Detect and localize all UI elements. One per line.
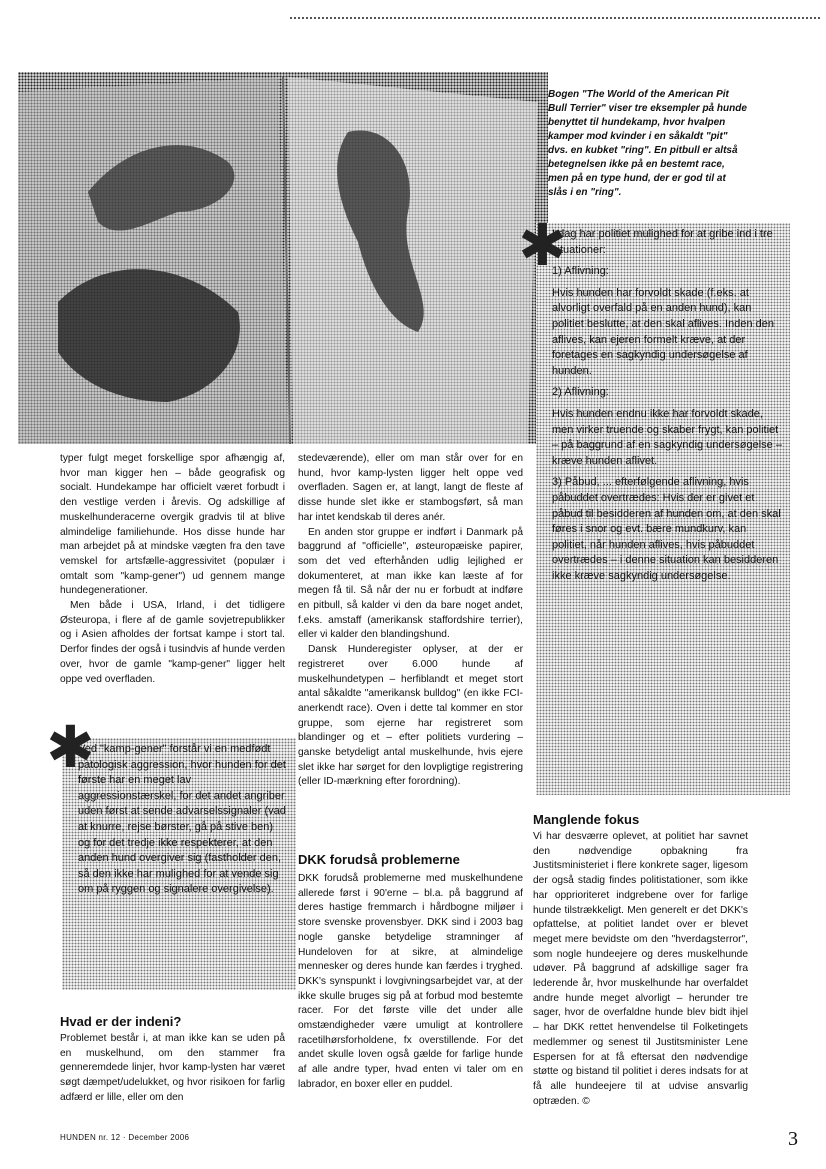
book-photo: [18, 72, 548, 444]
heading-dkk-forudsaa: DKK forudså problemerne: [298, 852, 460, 867]
infobox-item2-title: 2) Aflivning:: [552, 386, 609, 399]
aflivning-infobox: [536, 223, 790, 795]
paragraph: Problemet består i, at man ikke kan se uden på en muskelhund, om den stammer fra genneremdede linjer, hvor kamp-lysten har været søgt dæmpet/udelukket, og hvor risikoen for farlig adfærd er lille, eller om den: [60, 1033, 285, 1103]
footer-issue: HUNDEN nr. 12 · December 2006: [60, 1133, 190, 1142]
column-1: [60, 452, 285, 687]
paragraph: stedeværende), eller om man står over for en hund, hvor kamp-lysten ligger helt oppe ved overfladen. Sagen er, at langt, langt de fleste af disse hunde slet ikke er stambogsført, så man har intet kendskab til deres anér.: [298, 453, 523, 523]
paragraph: Dansk Hunderegister oplyser, at der er registreret over 6.000 hunde af muskelhundetypen – herfiblandt et meget stort antal såkaldte "amerikansk bulldog" (en ikke FCI-anerkendt race). Oven i dette tal kommer en stor gruppe, som ejerne har registreret som blandinger og et – efter politiets vurdering – ganske betydeligt antal muskelhunde, hvis ejere slet ikke har sørget for den lovpligtige registrering (eller ID-mærkning efter forordning).: [298, 644, 523, 788]
infobox-item1-text: Hvis hunden har forvoldt skade (f.eks. at alvorligt overfald på en anden hund), kan politiet beslutte, at den skal aflives. Inden den aflives, kan ejeren formelt kræve, at der foretages en sagkyndig undersøgelse af hunden.: [552, 286, 774, 377]
photo-caption: Bogen "The World of the American Pit Bull Terrier" viser tre eksempler på hunde benyttet til hundekamp, hvor hvalpen kamper mod kvinder i en såkaldt "pit" dvs. en kubket "ring". En pitbull er altså betegnelsen ikke på en bestemt race, men på en type hund, der er god til at slås i en "ring".: [548, 89, 747, 198]
infobox-item2-text: Hvis hunden endnu ikke har forvoldt skade, men virker truende og skaber frygt, kan politiet – på baggrund af en sagkyndig undersøgelse – kræve hunden aflivet.: [552, 407, 782, 467]
heading-manglende-fokus: Manglende fokus: [533, 812, 640, 827]
infobox-item3-text: 3) Påbud, ... efterfølgende aflivning, hvis påbuddet overtrædes: Hvis der er givet et påbud til besidderen af hunden om, at den skal føres i snor og evt. bære mundkurv, kan politiet, når hunden aflives, hvis påbuddet overtrædes – i denne situation kan besidderen ikke kræve sagkyndig undersøgelse.: [552, 476, 781, 582]
heading-hvad-er-der-indeni: Hvad er der indeni?: [60, 1014, 182, 1029]
kamp-gener-infobox: [62, 738, 296, 990]
infobox-item1-title: 1) Aflivning:: [552, 265, 609, 278]
paragraph: En anden stor gruppe er indført i Danmark på baggrund af "officielle", østeuropæiske papirer, som det ved efterhånden udlig lejlighed er dokumenteret, at man ikke kan læste af for megen få til. Så når der nu er forbudt at indføre en pitbull, så kalder vi den da bare noget andet, f.eks. amstaff (amerikansk staffordshire terrier), eller vi kalder den blandingshund.: [298, 526, 523, 641]
infobox-text: Ved "kamp-gener" forstår vi en medfødt patologisk aggression, hvor hunden for det første har en meget lav aggressionstærskel, for det andet angriber uden først at sende advarselssignaler (vad at knurre, rejse børster, gå på stive ben) og for det tredje ikke respekterer, at den anden hund overgiver sig (fastholder den, så den ikke har mulighed for at vende sig om på ryggen og signalere overgivelse).: [78, 743, 286, 896]
dog-illustration: [18, 72, 548, 444]
paragraph: Vi har desværre oplevet, at politiet har savnet den nødvendige opbakning fra Justitsministeriet i flere konkrete sager, ligesom der også stadig findes politistationer, som ikke har opprioriteret indgrebene over for farlige hunde tilstrækkeligt. Men generelt er det DKK's opfattelse, at politiet landet over er blevet meget mere bevidste om den "hverdagsterror", som nogle hundeejere og deres muskelhunde udøver. På baggrund af adskillige sager fra lederende år, hvor muskelhunde har overfaldet andre hunde meget alvorligt – herunder tre sager, hvor de overfaldne hunde blev bidt ihjel – har DKK rettet henvendelse til Folketingets medlemmer og senest til Justitsminister Lene Espersen for at få eftersat den nødvendige støtte og bistand til politiet i deres indsats for at få alle hundeejere til at udvise ansvarlig optræden. ©: [533, 831, 748, 1107]
asterisk-icon: ✱: [46, 713, 95, 781]
infobox-intro: I dag har politiet mulighed for at gribe ind i tre situationer:: [552, 228, 773, 256]
paragraph: DKK forudså problemerne med muskelhundene allerede først i 90'erne – bl.a. på baggrund af deres hastige fremmarch i hårdbogne miljøer i store svenske provensbyer. DKK sind i 2003 bag nogle ganske betydelige stramninger af Hundeloven for at sikre, at almindelige mennesker og deres hunde kan færdes i tryghed. DKK's synspunkt i lovgivningsarbejdet var, at der ikke skulle bruges sig på at forbud mod bestemte racer. For det første ville det under alle omstændigheder være umuligt at kontrollere racetilhørsforholdene, fx overstillende. For det andet skulle loven også gælde for farlige hunde af alle andre typer, hvad enten vi taler om en labrador, en boxer eller en puddel.: [298, 873, 523, 1090]
top-rule: [290, 17, 820, 19]
column-2: [298, 452, 523, 790]
paragraph: Men både i USA, Irland, i det tidligere Østeuropa, i flere af de gamle sovjetrepublikker og i Asien afholdes der fortsat kampe i stort tal. Derfor findes der også i tusindvis af hunde verden over, hvor de gamle "kamp-gener" ligger helt oppe ved overfladen.: [60, 600, 285, 685]
column-2-bottom: [298, 872, 523, 1093]
paragraph: typer fulgt meget forskellige spor afhængig af, hvor man kigger hen – både geografisk og socialt. Hundekampe har officielt været forbudt i den vestlige verden i årevis. Og adskillige af muskelhunderacerne overgik gradvis til at blive almindelige familiehunde. Hos disse hunde har man arbejdet på at mindske vægten fra den tave vemskel for artsfælle-aggressivitet (populær i omtalt som "kamp-gener") ud gennem mange hundegenerationer.: [60, 453, 285, 597]
page-number: 3: [788, 1128, 798, 1150]
column-3: [533, 830, 748, 1109]
column-1-bottom: [60, 1032, 285, 1106]
asterisk-icon: ✱: [518, 211, 567, 279]
